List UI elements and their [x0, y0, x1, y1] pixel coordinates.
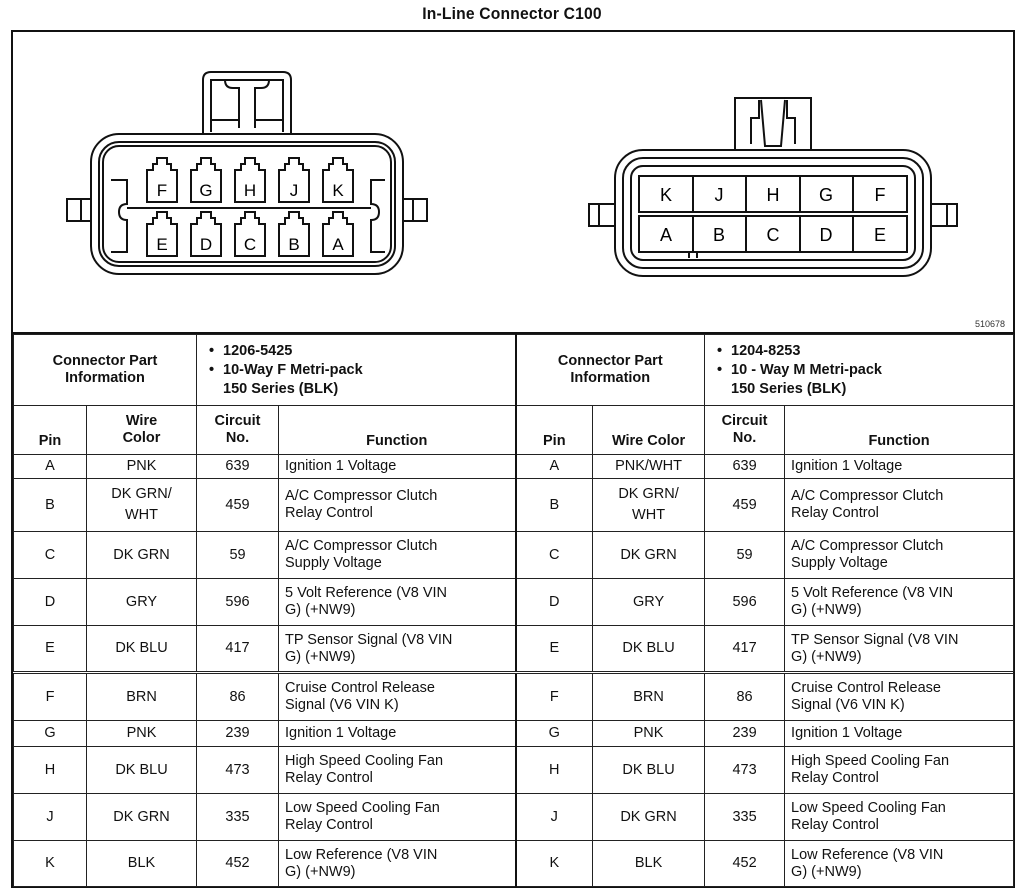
- left-top-row-cavities: [147, 158, 353, 202]
- svg-text:D: D: [199, 235, 213, 254]
- table-row: D GRY 596 5 Volt Reference (V8 VIN G) (+NW9) D GRY 596 5 Volt Reference (V8 VIN G) (+NW9): [14, 579, 1014, 626]
- left-part-info: • 1206-5425 • 10-Way F Metri-pack 150 Series (BLK): [197, 335, 516, 406]
- left-connector-face-icon: [61, 66, 451, 306]
- left-header-circuit: Circuit No.: [197, 406, 279, 455]
- left-bottom-row-cavities: [147, 212, 353, 256]
- left-part-info-label: Connector Part Information: [14, 335, 197, 406]
- svg-text:H: H: [243, 181, 257, 200]
- page-title: In-Line Connector C100: [422, 4, 602, 23]
- svg-text:D: D: [819, 225, 833, 245]
- left-header-pin: Pin: [14, 406, 87, 455]
- right-connector-face-icon: [573, 88, 973, 288]
- svg-text:E: E: [156, 235, 168, 254]
- svg-text:F: F: [874, 185, 886, 205]
- right-header-wire-color: Wire Color: [593, 406, 705, 455]
- right-header-pin: Pin: [516, 406, 593, 455]
- table-row: E DK BLU 417 TP Sensor Signal (V8 VIN G) (+NW9) E DK BLU 417 TP Sensor Signal (V8 VIN G) (+NW9): [14, 626, 1014, 673]
- right-header-circuit: Circuit No.: [705, 406, 785, 455]
- svg-text:C: C: [243, 235, 257, 254]
- left-header-wire-color: Wire Color: [87, 406, 197, 455]
- figure-id: 510678: [974, 319, 1005, 329]
- svg-text:G: G: [199, 181, 213, 200]
- svg-text:A: A: [659, 225, 673, 245]
- svg-text:K: K: [659, 185, 673, 205]
- svg-text:K: K: [332, 181, 344, 200]
- diagram-frame: [11, 30, 1015, 888]
- right-part-number: 1204-8253: [731, 342, 801, 359]
- left-part-number: 1206-5425: [223, 342, 293, 359]
- column-header-row: [14, 406, 1014, 455]
- svg-text:J: J: [714, 185, 724, 205]
- table-row: H DK BLU 473 High Speed Cooling Fan Relay Control H DK BLU 473 High Speed Cooling Fan Relay Control: [14, 747, 1014, 794]
- svg-text:F: F: [156, 181, 168, 200]
- table-row: B DK GRN/ WHT 459 A/C Compressor Clutch Relay Control B DK GRN/ WHT 459 A/C Compressor Clutch Relay Control: [14, 479, 1014, 532]
- table-row: A PNK 639 Ignition 1 Voltage A PNK/WHT 639 Ignition 1 Voltage: [14, 455, 1014, 479]
- connector-diagram-area: [13, 32, 1013, 334]
- table-row: G PNK 239 Ignition 1 Voltage G PNK 239 Ignition 1 Voltage: [14, 721, 1014, 747]
- svg-text:B: B: [712, 225, 726, 245]
- svg-text:A: A: [332, 235, 344, 254]
- left-header-function: Function: [279, 406, 516, 455]
- pinout-table: [13, 334, 1014, 887]
- svg-text:C: C: [766, 225, 780, 245]
- table-row: K BLK 452 Low Reference (V8 VIN G) (+NW9) K BLK 452 Low Reference (V8 VIN G) (+NW9): [14, 841, 1014, 887]
- svg-text:B: B: [288, 235, 300, 254]
- table-row: C DK GRN 59 A/C Compressor Clutch Supply Voltage C DK GRN 59 A/C Compressor Clutch Supply Voltage: [14, 532, 1014, 579]
- table-row: F BRN 86 Cruise Control Release Signal (V6 VIN K) F BRN 86 Cruise Control Release Signal (V6 VIN K): [14, 673, 1014, 721]
- svg-text:E: E: [873, 225, 887, 245]
- svg-text:G: G: [818, 185, 834, 205]
- svg-text:J: J: [289, 181, 299, 200]
- right-part-info: • 1204-8253 • 10 - Way M Metri-pack 150 Series (BLK): [705, 335, 1014, 406]
- svg-text:H: H: [766, 185, 780, 205]
- right-header-function: Function: [785, 406, 1014, 455]
- right-part-info-label: Connector Part Information: [516, 335, 705, 406]
- part-info-row: [14, 335, 1014, 406]
- table-row: J DK GRN 335 Low Speed Cooling Fan Relay Control J DK GRN 335 Low Speed Cooling Fan Relay Control: [14, 794, 1014, 841]
